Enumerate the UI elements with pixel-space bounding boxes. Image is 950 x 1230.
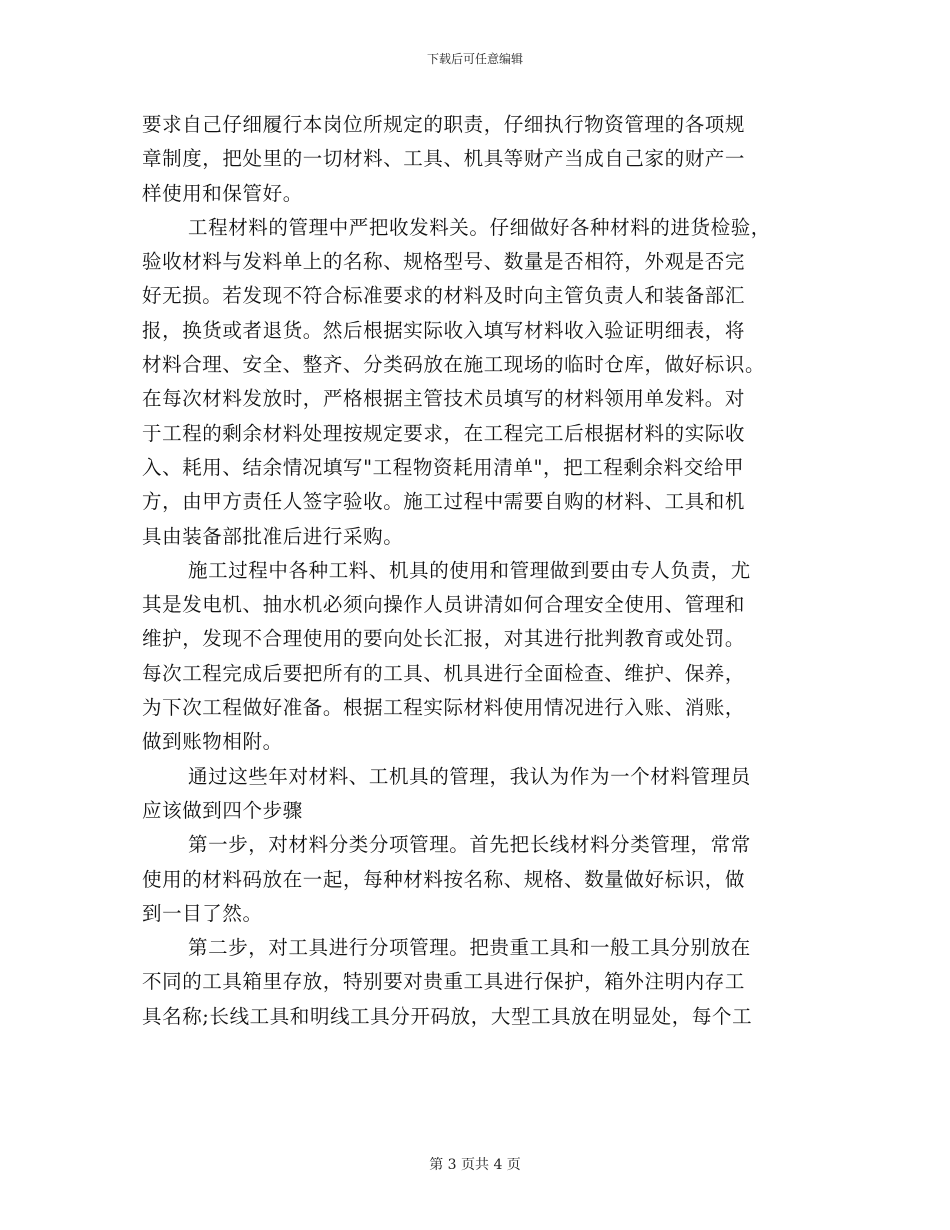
text-line: 应该做到四个步骤 xyxy=(142,798,303,822)
paragraph-start-line: 第二步，对工具进行分项管理。把贵重工具和一般工具分别放在 xyxy=(188,936,751,960)
text-line: 其是发电机、抽水机必须向操作人员讲清如何合理安全使用、管理和 xyxy=(142,593,746,617)
text-line: 不同的工具箱里存放，特别要对贵重工具进行保护，箱外注明内存工 xyxy=(142,970,746,994)
text-line: 具由装备部批准后进行采购。 xyxy=(142,524,404,548)
text-line: 具名称;长线工具和明线工具分开码放，大型工具放在明显处，每个工 xyxy=(142,1004,753,1028)
text-line: 好无损。若发现不符合标准要求的材料及时向主管负责人和装备部汇 xyxy=(142,284,746,308)
text-line: 为下次工程做好准备。根据工程实际材料使用情况进行入账、消账， xyxy=(142,696,746,720)
page-header: 下载后可任意编辑 xyxy=(426,52,523,66)
text-line: 在每次材料发放时，严格根据主管技术员填写的材料领用单发料。对 xyxy=(142,387,746,411)
text-line: 材料合理、安全、整齐、分类码放在施工现场的临时仓库，做好标识。 xyxy=(142,353,766,377)
paragraph-start-line: 第一步，对材料分类分项管理。首先把长线材料分类管理，常常 xyxy=(188,833,751,857)
text-line: 使用的材料码放在一起，每种材料按名称、规格、数量做好标识，做 xyxy=(142,867,746,891)
text-line: 到一目了然。 xyxy=(142,901,263,925)
text-line: 每次工程完成后要把所有的工具、机具进行全面检查、维护、保养， xyxy=(142,661,746,685)
text-line: 要求自己仔细履行本岗位所规定的职责，仔细执行物资管理的各项规 xyxy=(142,113,746,136)
text-line: 于工程的剩余材料处理按规定要求，在工程完工后根据材料的实际收 xyxy=(142,421,746,445)
text-line: 验收材料与发料单上的名称、规格型号、数量是否相符，外观是否完 xyxy=(142,250,746,274)
paragraph-start-line: 通过这些年对材料、工机具的管理，我认为作为一个材料管理员 xyxy=(188,764,751,788)
paragraph-start-line: 工程材料的管理中严把收发料关。仔细做好各种材料的进货检验， xyxy=(188,215,771,239)
text-line: 方，由甲方责任人签字验收。施工过程中需要自购的材料、工具和机 xyxy=(142,490,746,514)
document-body xyxy=(142,108,810,1034)
text-line: 样使用和保管好。 xyxy=(142,181,303,205)
text-line: 做到账物相附。 xyxy=(142,730,283,754)
text-line: 章制度，把处里的一切材料、工具、机具等财产当成自己家的财产一 xyxy=(142,147,746,171)
page-footer: 第 3 页共 4 页 xyxy=(429,1157,521,1173)
paragraph-start-line: 施工过程中各种工料、机具的使用和管理做到要由专人负责，尤 xyxy=(188,558,751,582)
text-line: 入、耗用、结余情况填写"工程物资耗用清单"，把工程剩余料交给甲 xyxy=(142,455,745,479)
text-line: 报，换货或者退货。然后根据实际收入填写材料收入验证明细表，将 xyxy=(142,318,746,342)
text-line: 维护，发现不合理使用的要向处长汇报，对其进行批判教育或处罚。 xyxy=(142,627,746,651)
